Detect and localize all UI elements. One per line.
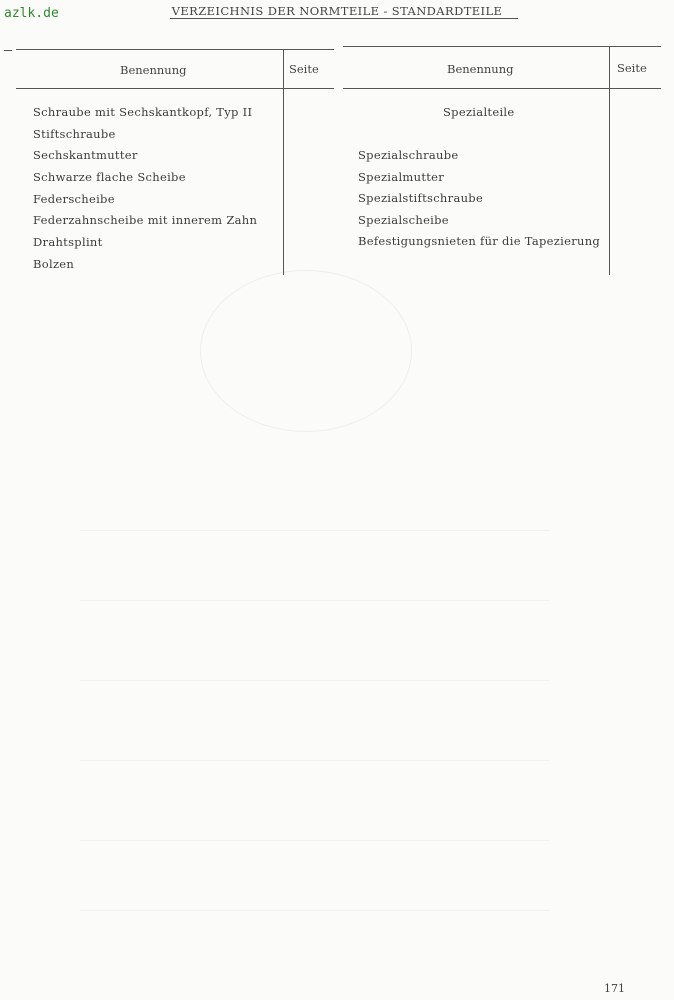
list-item: Schwarze flache Scheibe [33, 170, 186, 184]
list-item: Sechskantmutter [33, 148, 138, 162]
list-item: Befestigungsnieten für die Tapezierung [358, 234, 601, 248]
page-number: 171 [604, 982, 625, 995]
right-page-header: Seite [617, 61, 647, 75]
corner-tick [4, 50, 12, 51]
show-through-text-block [80, 910, 550, 911]
list-item: Spezialscheibe [358, 213, 449, 227]
special-parts-heading: Spezialteile [443, 105, 515, 119]
list-item: Spezialstiftschraube [358, 191, 484, 205]
list-item: Bolzen [33, 257, 75, 271]
right-name-header: Benennung [447, 62, 514, 76]
list-item: Drahtsplint [33, 235, 103, 249]
left-name-header: Benennung [120, 63, 187, 77]
left-page-header: Seite [289, 62, 319, 76]
list-item: Spezialmutter [358, 170, 445, 184]
left-table-top-rule [16, 49, 334, 50]
right-table-header-rule [343, 88, 661, 89]
right-table-top-rule [343, 46, 661, 47]
list-item: Stiftschraube [33, 127, 116, 141]
site-watermark: azlk.de [4, 6, 59, 21]
right-page-column-divider [609, 46, 610, 275]
title-underline [170, 18, 518, 19]
left-page-column-divider [283, 49, 284, 275]
page-title: VERZEICHNIS DER NORMTEILE - STANDARDTEILE [171, 4, 503, 18]
show-through-text-block [80, 760, 550, 761]
show-through-text-block [80, 530, 550, 531]
left-table-header-rule [16, 88, 334, 89]
list-item: Federscheibe [33, 192, 115, 206]
show-through-text-block [80, 680, 550, 681]
show-through-text-block [80, 600, 550, 601]
show-through-text-block [80, 840, 550, 841]
list-item: Schraube mit Sechskantkopf, Typ II [33, 105, 253, 119]
list-item: Spezialschraube [358, 148, 459, 162]
list-item: Federzahnscheibe mit innerem Zahn [33, 213, 258, 227]
show-through-emblem [200, 270, 412, 432]
